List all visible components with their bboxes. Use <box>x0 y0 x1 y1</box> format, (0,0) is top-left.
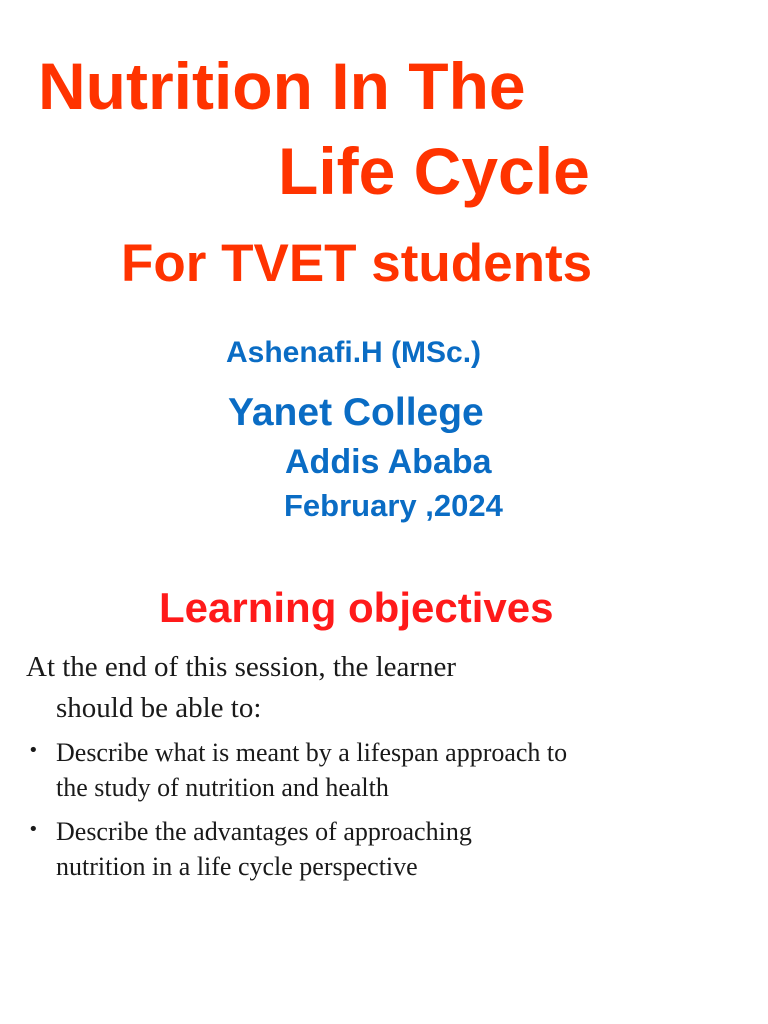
objective-1-line-2: the study of nutrition and health <box>56 773 389 802</box>
bullet-icon: • <box>28 819 39 840</box>
bullet-icon: • <box>28 740 39 761</box>
objective-1-line-1: Describe what is meant by a lifespan approach to <box>56 738 568 767</box>
city-name: Addis Ababa <box>285 443 492 481</box>
institution-name: Yanet College <box>228 391 484 434</box>
subtitle: For TVET students <box>121 234 593 293</box>
objective-2-line-2: nutrition in a life cycle perspective <box>56 852 418 881</box>
objectives-intro-line-1: At the end of this session, the learner <box>26 651 457 683</box>
title-line-1: Nutrition In The <box>38 49 526 123</box>
objectives-intro-line-2: should be able to: <box>56 692 262 724</box>
presentation-date: February ,2024 <box>284 488 503 523</box>
objectives-heading: Learning objectives <box>159 584 554 631</box>
title-line-2: Life Cycle <box>278 134 590 208</box>
author-name: Ashenafi.H (MSc.) <box>226 336 482 369</box>
objective-2-line-1: Describe the advantages of approaching <box>56 817 472 846</box>
